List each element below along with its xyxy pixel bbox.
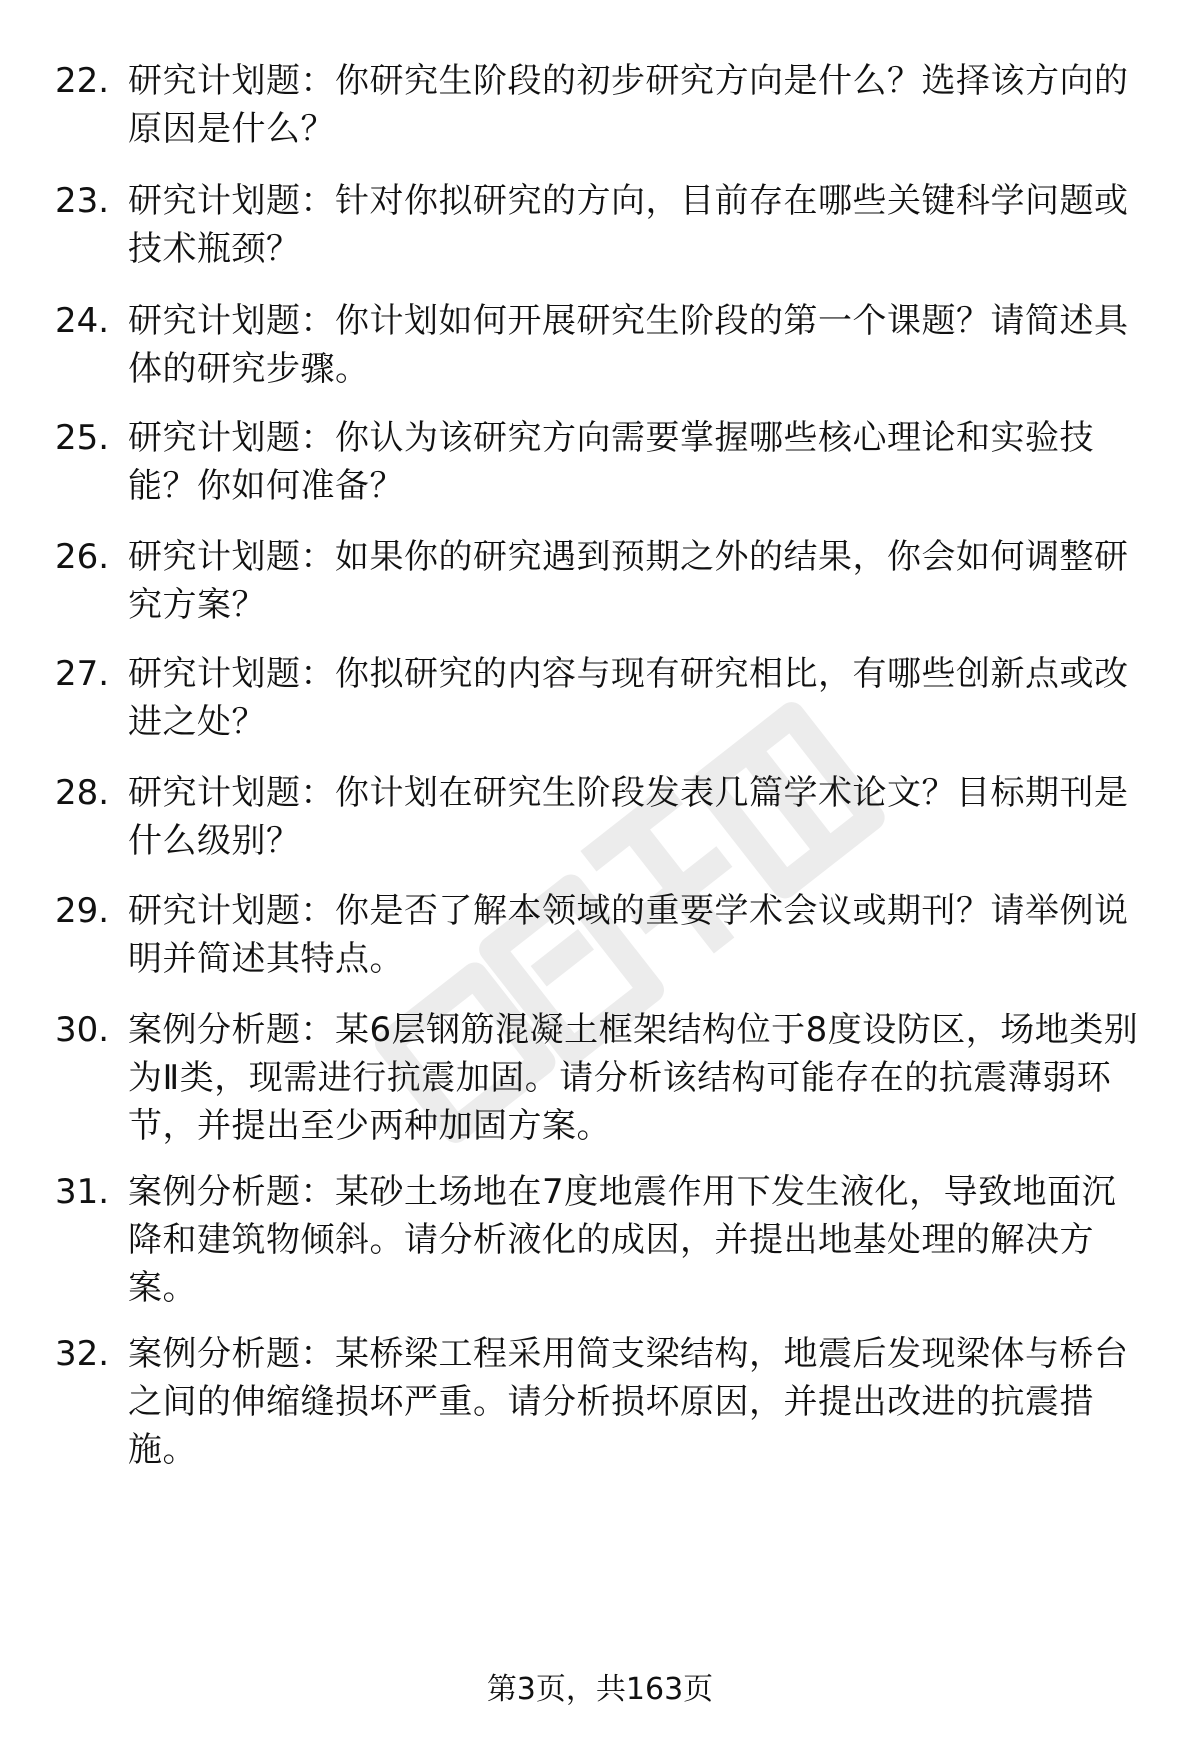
question-text: 研究计划题：如果你的研究遇到预期之外的结果，你会如何调整研究方案？ <box>128 537 1129 625</box>
question-number: 30. <box>55 1010 110 1050</box>
question-text: 研究计划题：针对你拟研究的方向，目前存在哪些关键科学问题或技术瓶颈？ <box>128 181 1129 269</box>
question-number: 23. <box>55 181 110 221</box>
question-number: 26. <box>55 537 110 577</box>
question-text: 研究计划题：你拟研究的内容与现有研究相比，有哪些创新点或改进之处？ <box>128 654 1129 742</box>
page-footer: 第3页，共163页 <box>486 1672 714 1707</box>
question-number: 29. <box>55 891 110 931</box>
question-number: 22. <box>55 61 110 101</box>
question-number: 27. <box>55 654 110 694</box>
question-number: 32. <box>55 1334 110 1374</box>
question-number: 25. <box>55 418 110 458</box>
question-text: 研究计划题：你认为该研究方向需要掌握哪些核心理论和实验技能？你如何准备？ <box>128 418 1094 506</box>
question-number: 24. <box>55 301 110 341</box>
question-text: 研究计划题：你计划如何开展研究生阶段的第一个课题？请简述具体的研究步骤。 <box>128 301 1129 389</box>
question-text: 研究计划题：你计划在研究生阶段发表几篇学术论文？目标期刊是什么级别？ <box>128 773 1129 861</box>
question-text: 研究计划题：你是否了解本领域的重要学术会议或期刊？请举例说明并简述其特点。 <box>128 891 1129 979</box>
question-number: 31. <box>55 1172 110 1212</box>
question-number: 28. <box>55 773 110 813</box>
question-text: 研究计划题：你研究生阶段的初步研究方向是什么？选择该方向的原因是什么？ <box>128 61 1129 149</box>
question-text: 案例分析题：某6层钢筋混凝土框架结构位于8度设防区，场地类别为Ⅱ类，现需进行抗震加固。请分析该结构可能存在的抗震薄弱环节，并提出至少两种加固方案。 <box>128 1010 1139 1146</box>
question-text: 案例分析题：某桥梁工程采用简支梁结构，地震后发现梁体与桥台之间的伸缩缝损坏严重。请分析损坏原因，并提出改进的抗震措施。 <box>128 1334 1129 1470</box>
question-text: 案例分析题：某砂土场地在7度地震作用下发生液化，导致地面沉降和建筑物倾斜。请分析液化的成因，并提出地基处理的解决方案。 <box>128 1172 1117 1308</box>
